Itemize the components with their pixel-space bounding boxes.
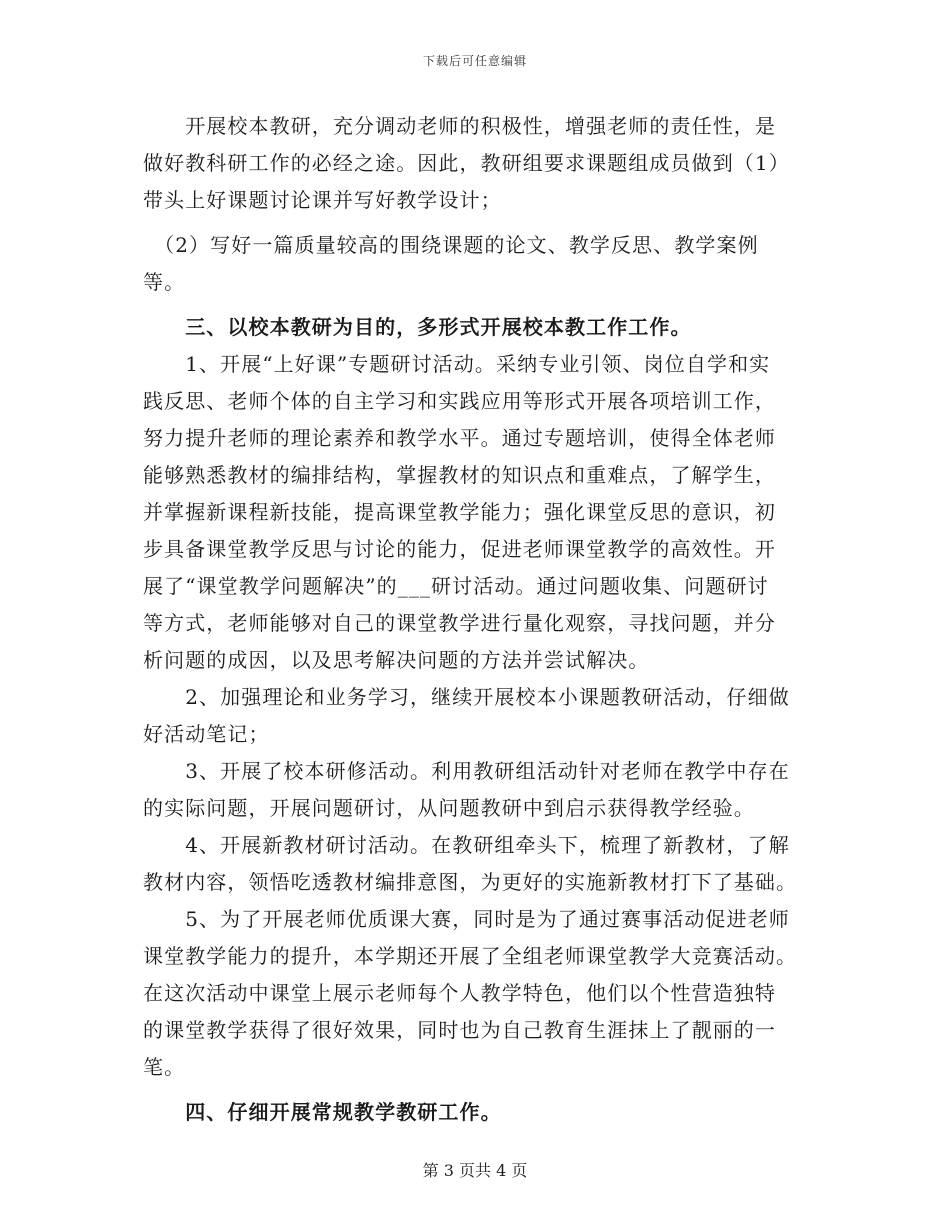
text-line: 析问题的成因，以及思考解决问题的方法并尝试解决。 (143, 648, 650, 672)
text-line: 能够熟悉教材的编排结构，掌握教材的知识点和重难点，了解学生， (143, 463, 776, 487)
paragraph-gap (143, 1086, 808, 1094)
text-line: 在这次活动中课堂上展示老师每个人教学特色，他们以个性营造独特 (143, 981, 776, 1005)
text-line: 开展校本教研，充分调动老师的积极性，增强老师的责任性，是 (143, 114, 776, 138)
text-line: 并掌握新课程新技能，提高课堂教学能力；强化课堂反思的意识，初 (143, 500, 776, 524)
text-line: 教材内容，领悟吃透教材编排意图，为更好的实施新教材打下了基础。 (143, 870, 798, 894)
section-heading: 三、以校本教研为目的，多形式开展校本教工作工作。 (143, 315, 692, 339)
text-line: 5、为了开展老师优质课大赛，同时是为了通过赛事活动促进老师 (143, 907, 790, 931)
text-line: 步具备课堂教学反思与讨论的能力，促进老师课堂教学的高效性。开 (143, 537, 776, 561)
text-line: （2）写好一篇质量较高的围绕课题的论文、教学反思、教学案例 (143, 233, 759, 257)
text-line: 好活动笔记； (143, 722, 270, 746)
text-line: 努力提升老师的理论素养和教学水平。通过专题培训，使得全体老师 (143, 426, 776, 450)
page-footer: 第 3 页共 4 页 (422, 1161, 528, 1180)
text-line: 的课堂教学获得了很好效果，同时也为自己教育生涯抹上了靓丽的一 (143, 1018, 776, 1042)
text-line: 展了“课堂教学问题解决”的___研讨活动。通过问题收集、问题研讨 (143, 574, 769, 598)
text-line: 3、开展了校本研修活动。利用教研组活动针对老师在教学中存在 (143, 759, 790, 783)
text-line: 等。 (143, 270, 186, 294)
text-line: 等方式，老师能够对自己的课堂教学进行量化观察，寻找问题，并分 (143, 611, 776, 635)
text-line: 2、加强理论和业务学习，继续开展校本小课题教研活动，仔细做 (143, 685, 790, 709)
text-line: 带头上好课题讨论课并写好教学设计； (143, 188, 502, 212)
text-line: 践反思、老师个体的自主学习和实践应用等形式开展各项培训工作， (143, 389, 776, 413)
text-line: 的实际问题，开展问题研讨，从问题教研中到启示获得教学经验。 (143, 796, 755, 820)
section-heading: 四、仔细开展常规教学教研工作。 (143, 1100, 502, 1124)
paragraph-gap (143, 301, 808, 309)
text-line: 1、开展“上好课”专题研讨活动。采纳专业引领、岗位自学和实 (143, 352, 771, 376)
paragraph-gap (143, 219, 808, 227)
document-body (143, 108, 808, 1131)
text-line: 做好教科研工作的必经之途。因此，教研组要求课题组成员做到（1） (143, 151, 790, 175)
text-line: 课堂教学能力的提升，本学期还开展了全组老师课堂教学大竞赛活动。 (143, 944, 798, 968)
page-header: 下载后可任意编辑 (422, 54, 527, 68)
text-line: 笔。 (143, 1055, 186, 1079)
text-line: 4、开展新教材研讨活动。在教研组牵头下，梳理了新教材，了解 (143, 833, 790, 857)
